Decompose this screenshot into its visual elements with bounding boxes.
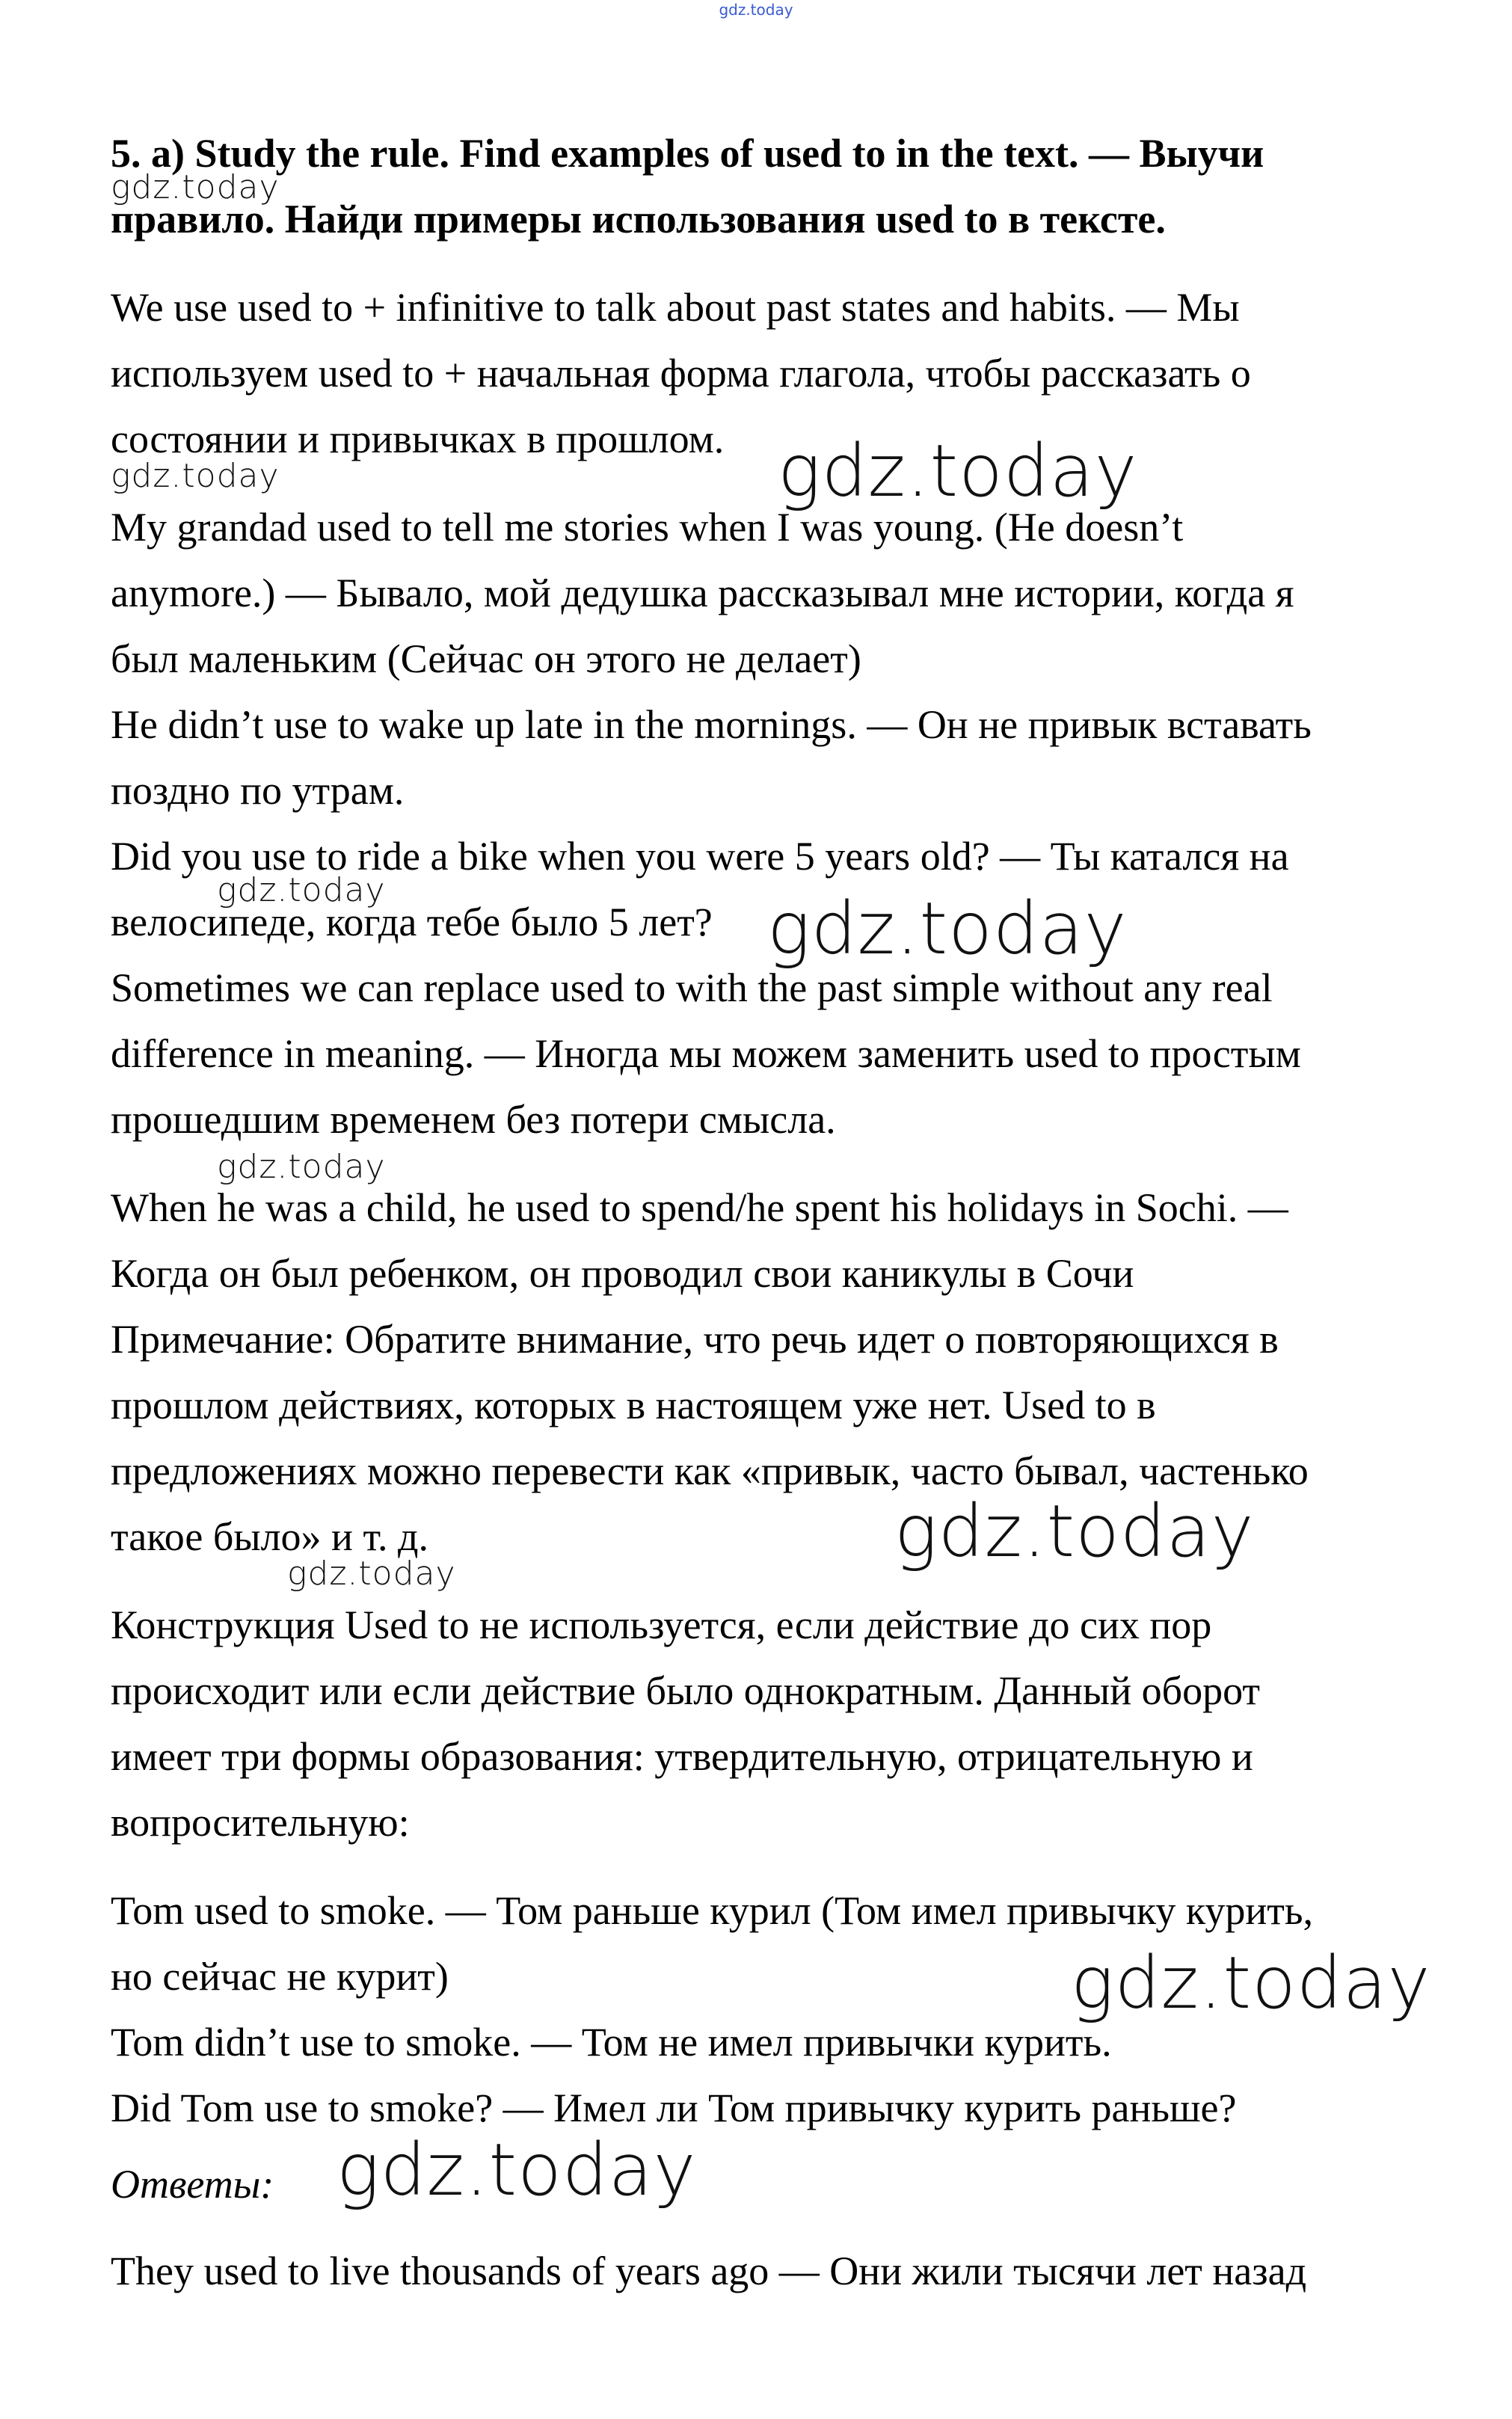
watermark: gdz.today	[767, 887, 1128, 971]
note-line-2: Когда он был ребенком, он проводил свои каникулы в Сочи	[111, 1251, 1134, 1296]
watermark: gdz.today	[111, 168, 280, 206]
example-line-3: был маленьким (Сейчас он этого не делает)	[111, 636, 861, 681]
example-line-8: Sometimes we can replace used to with the past simple without any real	[111, 965, 1273, 1010]
example-line-7: велосипеде, когда тебе было 5 лет?	[111, 900, 713, 944]
note-line-4: прошлом действиях, которых в настоящем уже нет. Used to в	[111, 1383, 1156, 1427]
note-line-3: Примечание: Обратите внимание, что речь идет о повторяющихся в	[111, 1317, 1279, 1362]
example-line-10: прошедшим временем без потери смысла.	[111, 1097, 836, 1142]
watermark: gdz.today	[111, 457, 280, 495]
example-line-9: difference in meaning. — Иногда мы можем заменить used to простым	[111, 1031, 1301, 1076]
watermark: gdz.today	[894, 1490, 1255, 1573]
rule-line-2: используем used to + начальная форма глагола, чтобы рассказать о	[111, 351, 1251, 396]
example-line-5: поздно по утрам.	[111, 768, 405, 813]
tom-line-4: Did Tom use to smoke? — Имел ли Том привычку курить раньше?	[111, 2085, 1237, 2130]
answer-line-1: They used to live thousands of years ago — Они жили тысячи лет назад	[111, 2249, 1307, 2293]
task-heading-line-2: правило. Найди примеры использования used to в тексте.	[111, 197, 1166, 242]
note-line-1: When he was a child, he used to spend/he spent his holidays in Sochi. —	[111, 1185, 1288, 1230]
note-line-7: Конструкция Used to не используется, если действие до сих пор	[111, 1602, 1212, 1647]
example-line-1: My grandad used to tell me stories when I was young. (He doesn’t	[111, 505, 1184, 550]
tom-line-2: но сейчас не курит)	[111, 1954, 449, 1999]
watermark: gdz.today	[217, 871, 386, 909]
header-watermark: gdz.today	[719, 1, 793, 19]
note-line-10: вопросительную:	[111, 1800, 410, 1845]
tom-line-1: Tom used to smoke. — Том раньше курил (Том имел привычку курить,	[111, 1888, 1313, 1933]
rule-line-1: We use used to + infinitive to talk about past states and habits. — Мы	[111, 285, 1240, 330]
example-line-4: He didn’t use to wake up late in the mornings. — Он не привык вставать	[111, 702, 1312, 747]
watermark: gdz.today	[336, 2128, 697, 2212]
note-line-8: происходит или если действие было однократным. Данный оборот	[111, 1668, 1260, 1713]
watermark: gdz.today	[778, 429, 1138, 513]
answers-label: Ответы:	[111, 2162, 274, 2207]
rule-line-3: состоянии и привычках в прошлом.	[111, 417, 725, 461]
example-line-2: anymore.) — Бывало, мой дедушка рассказывал мне истории, когда я	[111, 571, 1294, 615]
example-line-6: Did you use to ride a bike when you were 5 years old? — Ты катался на	[111, 834, 1289, 879]
watermark: gdz.today	[287, 1555, 456, 1593]
watermark: gdz.today	[217, 1148, 386, 1186]
tom-line-3: Tom didn’t use to smoke. — Том не имел привычки курить.	[111, 2020, 1112, 2065]
note-line-5: предложениях можно перевести как «привык, часто бывал, частенько	[111, 1448, 1309, 1493]
task-heading-line-1: 5. a) Study the rule. Find examples of used to in the text. — Выучи	[111, 131, 1264, 176]
note-line-9: имеет три формы образования: утвердительную, отрицательную и	[111, 1734, 1253, 1779]
watermark: gdz.today	[1071, 1941, 1431, 2025]
note-line-6: такое было» и т. д.	[111, 1514, 428, 1559]
